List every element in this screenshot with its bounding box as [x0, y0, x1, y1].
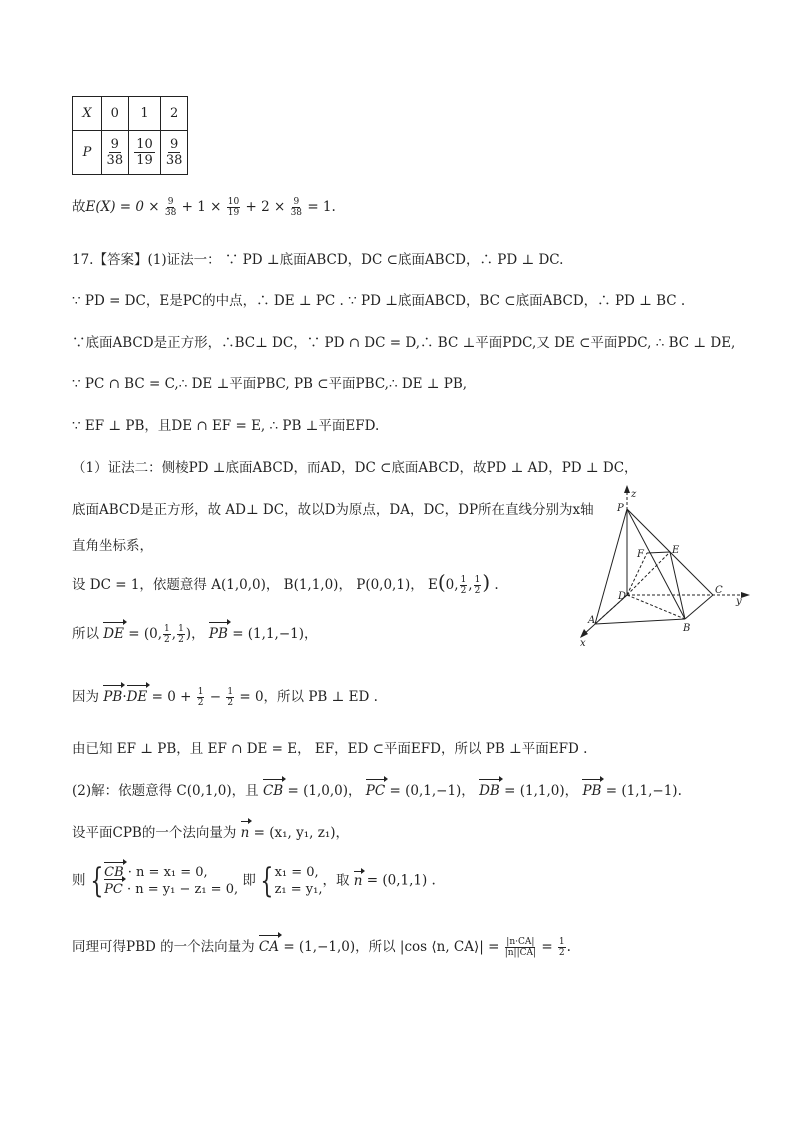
axis-arrow-z	[624, 485, 630, 493]
label-A: A	[588, 615, 596, 626]
cosine-line: 同理可得PBD 的一个法向量为 CA = (1,−1,0)，所以 |cos ⟨n, CA⟩| = $\frac{|n\cdot CA|}{|n||CA|}$ = $\frac{1}{2}$ .	[72, 937, 571, 958]
expectation-line: 故E(X) = 0 × $\frac{9}{38}$ + 1 × $\frac{10}{19}$ + 2 × $\frac{9}{38}$ = 1.	[72, 197, 336, 218]
normal-vector-line: 设平面CPB的一个法向量为 n = (x₁, y₁, z₁)，	[72, 825, 350, 841]
label-D: D	[618, 591, 627, 602]
proof1-line-3: ∵底面ABCD是正方形，∴BC⊥ DC，∵ PD ∩ DC = D,∴ BC ⊥平面PDC,又 DE ⊂平面PDC, ∴ BC ⊥ DE,	[72, 335, 736, 351]
proof2-line-3: 直角坐标系，	[72, 538, 153, 554]
table-prob-1: $\frac{10}{19}$	[128, 131, 161, 175]
edge-PA	[595, 509, 627, 624]
axis-arrow-y	[741, 592, 750, 598]
label-P: P	[617, 503, 624, 514]
system-line: 则 { CB · n = x₁ = 0, PC · n = y₁ − z₁ = 0, 即 { x₁ = 0, z₁ = y₁, ，取 n = (0,1,1) .	[72, 861, 436, 901]
edge-AB	[595, 619, 685, 624]
table-header-2: 2	[161, 97, 188, 131]
table-header-1: 1	[128, 97, 161, 131]
answer-17-line: 17.【答案】(1)证法一： ∵ PD ⊥底面ABCD，DC ⊂底面ABCD，∴ PD ⊥ DC.	[72, 252, 564, 268]
segment-EB	[670, 552, 685, 619]
segment-DE	[627, 552, 670, 595]
edge-PB	[627, 509, 685, 619]
label-y: y	[736, 596, 742, 607]
edge-DB	[627, 595, 685, 619]
proof1-line-5: ∵ EF ⊥ PB，且DE ∩ EF = E, ∴ PB ⊥平面EFD.	[72, 418, 380, 434]
label-F: F	[637, 549, 644, 560]
label-E: E	[672, 545, 680, 556]
label-x: x	[580, 638, 586, 649]
table-prob-label: P	[73, 131, 102, 175]
table-prob-0: $\frac{9}{38}$	[102, 131, 129, 175]
distribution-table	[72, 96, 188, 175]
dot-product-line: 因为 PB·DE = 0 + $\frac{1}{2}$ − $\frac{1}{2}$ = 0，所以 PB ⊥ ED .	[72, 687, 378, 708]
table-header-x: X	[73, 97, 102, 131]
label-C: C	[715, 585, 723, 596]
proof1-line-4: ∵ PC ∩ BC = C,∴ DE ⊥平面PBC, PB ⊂平面PBC,∴ DE ⊥ PB,	[72, 376, 468, 392]
proof2-line-1: （1）证法二：侧棱PD ⊥底面ABCD，而AD，DC ⊂底面ABCD，故PD ⊥ AD，PD ⊥ DC，	[72, 460, 638, 476]
segment-EF	[647, 552, 670, 553]
edge-BC	[685, 595, 713, 619]
vectors-line: 所以 DE = (0, $\frac{1}{2}$ , $\frac{1}{2}$ )， PB = (1,1,−1)，	[72, 624, 318, 645]
part2-line: (2)解：依题意得 C(0,1,0)，且 CB = (1,0,0)， PC = (0,1,−1)， DB = (1,1,0)， PB = (1,1,−1).	[72, 783, 682, 799]
proof2-line-2: 底面ABCD是正方形，故 AD⊥ DC，故以D为原点，DA，DC，DP所在直线分别为x轴	[72, 502, 594, 518]
table-header-0: 0	[102, 97, 129, 131]
table-prob-2: $\frac{9}{38}$	[161, 131, 188, 175]
label-z: z	[631, 489, 637, 500]
proof1-line-2: ∵ PD = DC，E是PC的中点，∴ DE ⊥ PC . ∵ PD ⊥底面ABCD，BC ⊂底面ABCD，∴ PD ⊥ BC .	[72, 293, 686, 309]
axis-arrow-x	[580, 629, 588, 638]
label-B: B	[683, 623, 691, 634]
pyramid-figure	[575, 485, 755, 650]
conclusion-line: 由已知 EF ⊥ PB，且 EF ∩ DE = E， EF，ED ⊂平面EFD，所以 PB ⊥平面EFD .	[72, 741, 588, 757]
coordinates-line: 设 DC = 1，依题意得 A(1,0,0)， B(1,1,0)， P(0,0,1)， E(0, $\frac{1}{2}$ , $\frac{1}{2}$ ) .	[72, 570, 499, 596]
